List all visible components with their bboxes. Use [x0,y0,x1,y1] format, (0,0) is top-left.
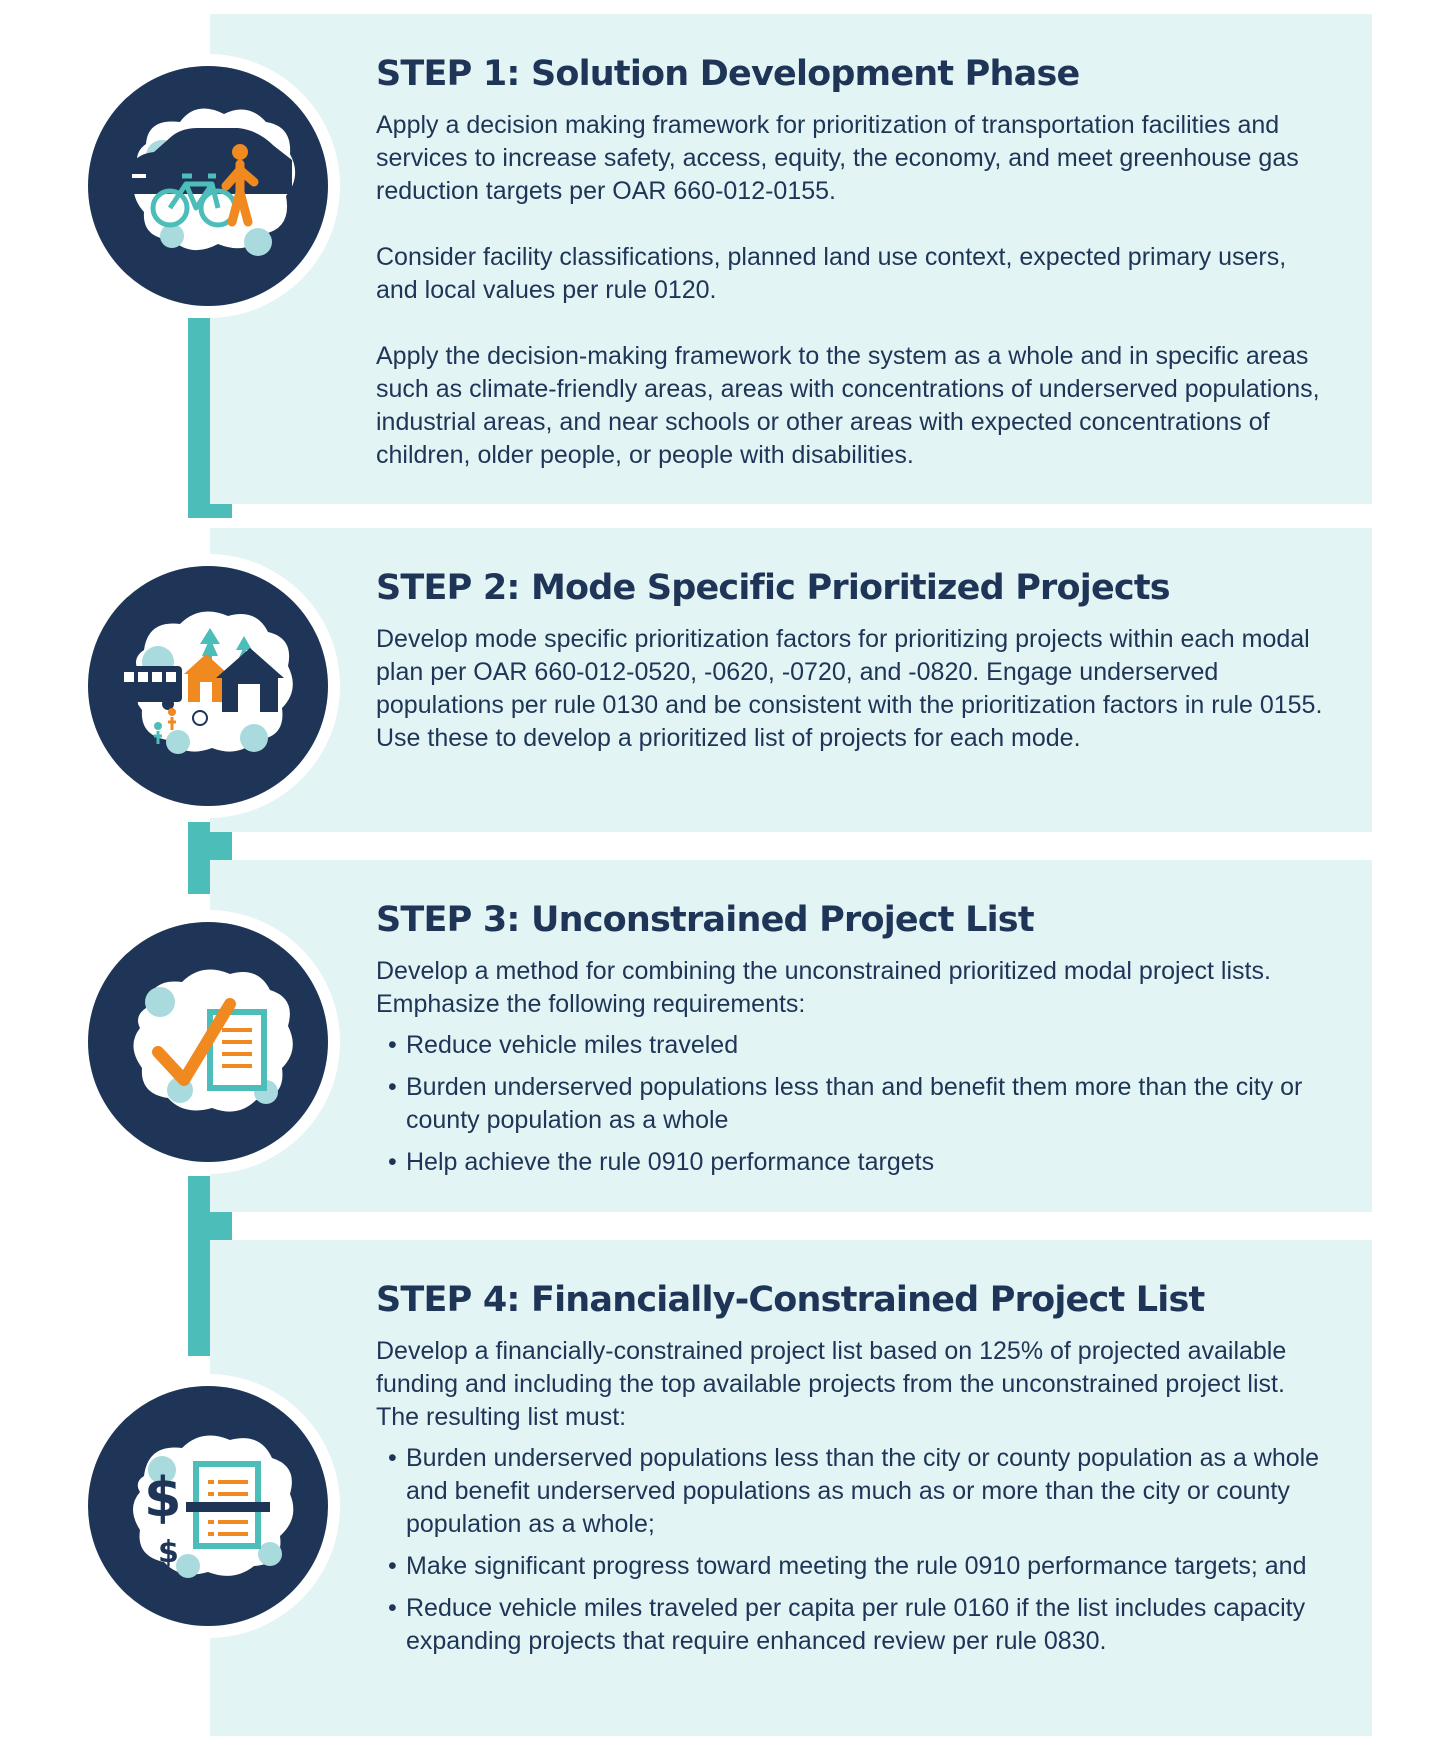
step-1-paragraph: Apply a decision making framework for prioritization of transportation facilities and services to increase safety, access, equity, the economy, and meet greenhouse gas reduction targets per OAR 660-012-0155. [376,111,1299,205]
dollar-list-icon [88,1386,328,1626]
svg-text:$: $ [144,1466,182,1529]
list-item: • Make significant progress toward meeting the rule 0910 performance targets; and [376,1550,1328,1583]
step-1-icon-badge [76,54,340,318]
step-3-text [376,955,1328,1188]
step-2-icon-badge [76,554,340,818]
step-1-panel [210,14,1372,504]
step-3-panel [210,860,1372,1212]
step-1-paragraph: Consider facility classifications, planned land use context, expected primary users, and local values per rule 0120. [376,243,1287,304]
step-3-title: STEP 3: Unconstrained Project List [376,900,1034,940]
step-1-paragraph: Apply the decision-making framework to the system as a whole and in specific areas such as climate-friendly areas, areas with concentrations of underserved populations, industrial areas, and near schools or other areas with expected concentrations of children, older people, or people with disabilities. [376,342,1320,469]
car-bike-pedestrian-icon [88,66,328,306]
step-4-intro: Develop a financially-constrained project list based on 125% of projected available funding and including the top available projects from the unconstrained project list. The resulting list must: [376,1337,1287,1431]
step-2-paragraph: Develop mode specific prioritization factors for prioritizing projects within each modal plan per OAR 660-012-0520, -0620, -0720, and -0820. Engage underserved populations per rule 0130 and be consistent with the prioritization factors in rule 0155. Use these to develop a prioritized list of projects for each mode. [376,625,1323,752]
step-4-title: STEP 4: Financially-Constrained Project List [376,1280,1205,1320]
bus-houses-community-icon [88,566,328,806]
step-3-intro: Develop a method for combining the unconstrained prioritized modal project lists. Emphasize the following requirements: [376,957,1271,1018]
step-4-requirements-list [376,1442,1328,1658]
checklist-icon [88,922,328,1162]
step-2-panel [210,528,1372,832]
step-2-text [376,623,1328,755]
step-1-title: STEP 1: Solution Development Phase [376,54,1080,94]
list-item: • Burden underserved populations less than and benefit them more than the city or county population as a whole [376,1071,1328,1137]
step-4-panel [210,1240,1372,1736]
svg-text:$: $ [158,1535,179,1570]
step-3-requirements-list [376,1029,1328,1179]
step-2-title: STEP 2: Mode Specific Prioritized Projects [376,568,1170,608]
step-4-icon-badge [76,1374,340,1638]
list-item: • Reduce vehicle miles traveled per capita per rule 0160 if the list includes capacity expanding projects that require enhanced review per rule 0830. [376,1592,1328,1658]
list-item: • Burden underserved populations less than the city or county population as a whole and benefit underserved populations as much as or more than the city or county population as a whole; [376,1442,1328,1541]
list-item: • Reduce vehicle miles traveled [376,1029,1328,1062]
list-item: • Help achieve the rule 0910 performance targets [376,1146,1328,1179]
step-4-text [376,1335,1328,1667]
step-1-text [376,109,1328,472]
step-3-icon-badge [76,910,340,1174]
